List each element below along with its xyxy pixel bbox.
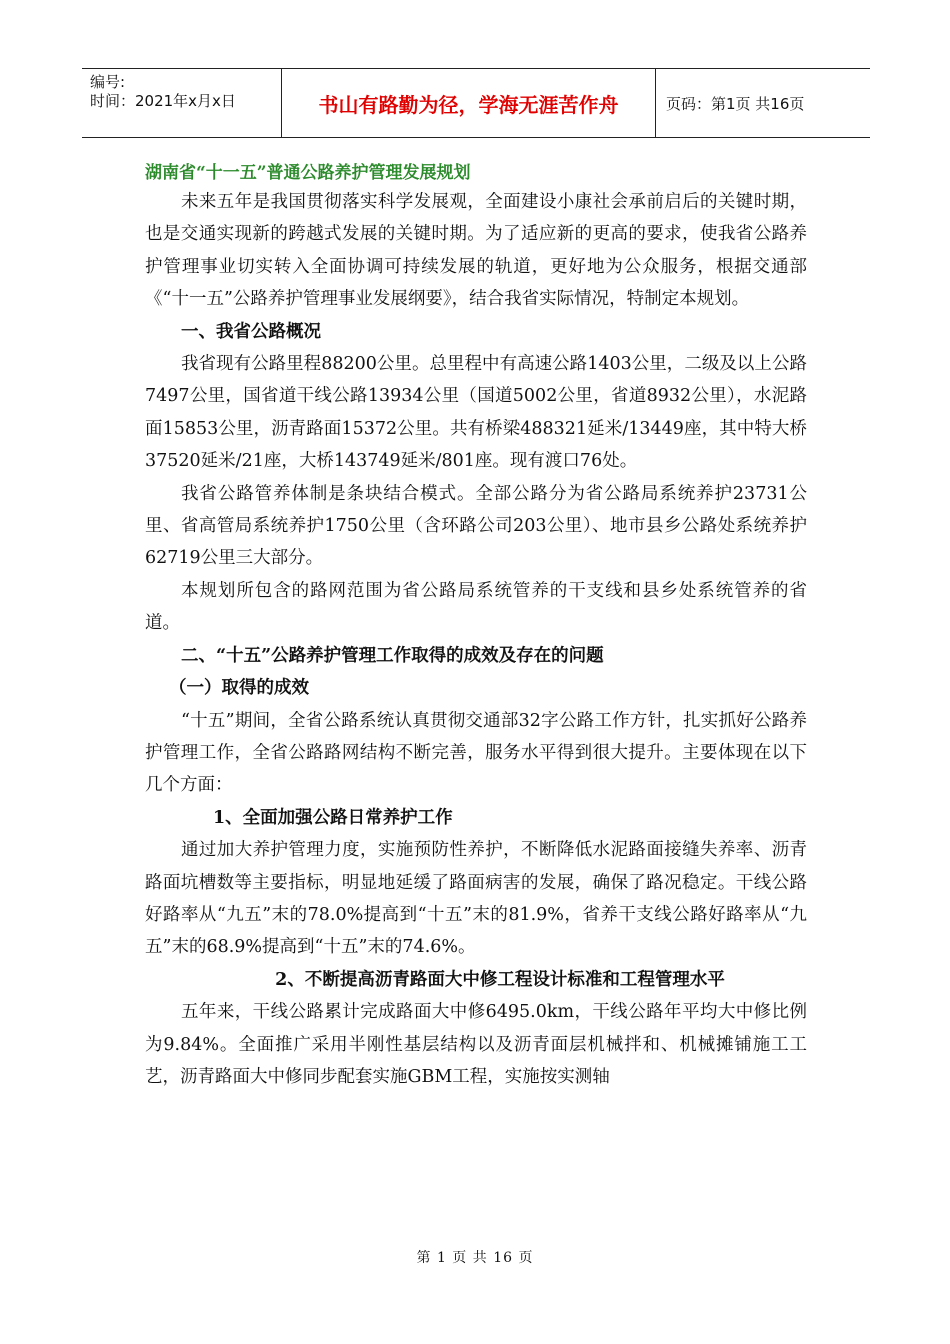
section-1-paragraph-1: 我省现有公路里程88200公里。总里程中有高速公路1403公里，二级及以上公路7497公里，国省道干线公路13934公里（国道5002公里，省道8932公里），水泥路面15853公里，沥青路面15372公里。共有桥梁488321延米/13449座，其中特大桥37520延米/21座，大桥143749延米/801座。现有渡口76处。 bbox=[145, 354, 807, 472]
date-line: 时间：2021年x月x日 bbox=[90, 92, 236, 110]
document-title: 湖南省“十一五”普通公路养护管理发展规划 bbox=[145, 163, 471, 183]
header-page-info: 页码：第1页 共16页 bbox=[666, 94, 805, 113]
page-header bbox=[82, 68, 870, 138]
document-body bbox=[145, 160, 807, 1093]
subsection-1-paragraph: “十五”期间，全省公路系统认真贯彻交通部32字公路工作方针，扎实抓好公路养护管理工作，全省公路路网结构不断完善，服务水平得到很大提升。主要体现在以下几个方面： bbox=[145, 710, 807, 796]
intro-paragraph: 未来五年是我国贯彻落实科学发展观，全面建设小康社会承前启后的关键时期，也是交通实现新的跨越式发展的关键时期。为了适应新的更高的要求，使我省公路养护管理事业切实转入全面协调可持续发展的轨道，更好地为公众服务，根据交通部《“十一五”公路养护管理事业发展纲要》，结合我省实际情况，特制定本规划。 bbox=[145, 192, 807, 310]
header-motto: 书山有路勤为径，学海无涯苦作舟 bbox=[282, 69, 656, 137]
section-2-heading: 二、“十五”公路养护管理工作取得的成效及存在的问题 bbox=[181, 645, 604, 666]
page-footer: 第 1 页 共 16 页 bbox=[416, 1250, 534, 1266]
number-label: 编号: bbox=[90, 73, 126, 91]
item-1-paragraph: 通过加大养护管理力度，实施预防性养护，不断降低水泥路面接缝失养率、沥青路面坑槽数等主要指标，明显地延缓了路面病害的发展，确保了路况稳定。干线公路好路率从“九五”末的78.0%提高到“十五”末的81.9%，省养干支线公路好路率从“九五”末的68.9%提高到“十五”末的74.6%。 bbox=[145, 840, 807, 958]
item-1-heading: 1、全面加强公路日常养护工作 bbox=[213, 807, 453, 828]
section-1-heading: 一、我省公路概况 bbox=[181, 321, 321, 342]
subsection-1-heading: （一）取得的成效 bbox=[169, 678, 309, 699]
section-1-paragraph-2: 我省公路管养体制是条块结合模式。全部公路分为省公路局系统养护23731公里、省高管局系统养护1750公里（含环路公司203公里）、地市县乡公路处系统养护62719公里三大部分。 bbox=[145, 483, 807, 569]
header-meta bbox=[82, 69, 282, 137]
item-2-heading: 2、不断提高沥青路面大中修工程设计标准和工程管理水平 bbox=[275, 969, 725, 990]
section-1-paragraph-3: 本规划所包含的路网范围为省公路局系统管养的干支线和县乡处系统管养的省道。 bbox=[145, 580, 807, 634]
item-2-paragraph: 五年来，干线公路累计完成路面大中修6495.0km，干线公路年平均大中修比例为9.84%。全面推广采用半刚性基层结构以及沥青面层机械拌和、机械摊铺施工工艺，沥青路面大中修同步配套实施GBM工程，实施按实测轴 bbox=[145, 1002, 807, 1087]
